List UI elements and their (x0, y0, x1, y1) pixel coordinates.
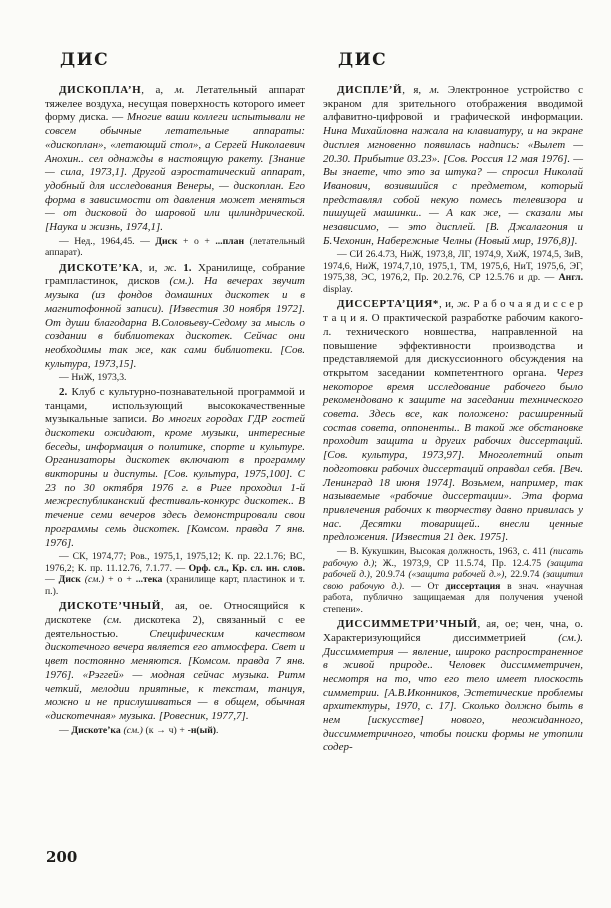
reference-line (323, 249, 583, 295)
entry-text: 2. (59, 385, 68, 398)
quotation-text: Во многих городах ГДР гостей дискотеки ожидают, кроме музыки, интересные беседы, информация о политике, спорте и культуре. Организаторы дискотек включают в программу викторины и диспуты. [Сов. культура, 1975,100]. С 23 по 30 октября 1976 г. в Риге проходил 1-й межреспубликанский фестиваль-конкурс дискотек.. В течение семи вечеров здесь демонстрировали свои программы семь дискотек. [Комсом. правда 7 янв. 1976]. (45, 413, 305, 549)
entry-text: Диск (155, 235, 178, 247)
entry-text: , и, (139, 261, 164, 274)
entry-text: Англ. (558, 272, 583, 284)
entry-text: диссертация (445, 580, 501, 592)
entry-text: — Нед., 1964,45. — (59, 235, 156, 247)
quotation-text: (см.). (169, 275, 195, 288)
entry-text: Диск (58, 574, 81, 586)
entry-paragraph (45, 386, 305, 550)
headword: ДИСПЛЕ’Й (337, 84, 403, 96)
quotation-text: Многие ваши коллеги испытывали не совсем обычные летательные аппараты: «дископлан», «летающий стол», а Сергей Николаевич Анохин.. сел однажды в настоящую ракету. [Знание — сила, 1973,1]. Другой аэростатический аппарат, удобный для исследования Венеры, — дископлан. Его форма в зависимости от давления может меняться — от дисковой до шаровой или цилиндрической. [Наука и жизнь, 1974,1]. (45, 111, 306, 234)
entry-paragraph (323, 84, 583, 248)
page-number: 200 (46, 848, 78, 866)
quotation-text: Специфическим качеством дискотечного вечера является его атмосфера. Свет и цвет постоянно меняются. [Комсом. правда 7 янв. 1976]. «Рэггей» — модная сейчас музыка. Ритм четкий, мелодии приятные, к текстам, танцуя, можно и не прислушиваться — в общем, обычная «дискотечная» музыка. [Ровесник, 1977,7]. (45, 627, 305, 722)
entry-text: , а, (141, 84, 175, 96)
entry-paragraph (45, 262, 305, 372)
entry-text: Хранилище, собрание грампластинок, дисков (45, 261, 305, 288)
reference-line (45, 725, 305, 737)
entry-text: . (216, 724, 219, 736)
quotation-text: Через некоторое время исследование рабочего было рекомендовано к защите на заседании технического совета. Здесь все, как положено: расширенный состав совета, оппоненты.. В такой же обстановке проходит защита и других рабочих диссертаций. [Сов. культура, 1973,97]. Многолетний опыт подготовки рабочих диссертаций оправдал себя. [Веч. Ленинград 18 июня 1974]. Возьмем, например, так называемые «рабочие диссертации». Эта форма привлечения рабочих к творчеству давно привилась у нас. Десятки товарищей.. внесли ценные предложения. [Известия 21 дек. 1975]. (323, 366, 583, 544)
dictionary-entry (323, 618, 583, 755)
quotation-text: (защитил свою рабочую д.) (323, 569, 583, 592)
entry-text (194, 275, 204, 287)
entry-text: Орф. сл., Кр. сл. ин. слов. (188, 562, 305, 574)
entry-text: Дискоте’ка (71, 724, 121, 736)
headword: ДИССЕРТА’ЦИЯ* (337, 298, 439, 311)
entry-text: — В. Кукушкин, Высокая должность, 1963, с. 411 (337, 546, 550, 558)
dictionary-entry (323, 298, 583, 615)
entry-text: дискотека 2), связанный с ее деятельностью. (45, 614, 305, 640)
entry-text: , я, (402, 84, 430, 96)
quotation-text: ж. (457, 298, 471, 311)
headword: ДИСКОТЕ’КА (59, 261, 140, 274)
reference-line (45, 372, 305, 384)
dictionary-entry (45, 84, 305, 259)
right-column (323, 50, 583, 755)
entry-text: 1. (176, 261, 192, 274)
quotation-text: м. (429, 84, 440, 96)
quotation-text: («защита рабочей д.») (408, 569, 505, 581)
quotation-text: (см. (103, 614, 122, 626)
dictionary-entry (323, 84, 583, 295)
quotation-text: ж. (163, 261, 177, 274)
quotation-text: (см.). (558, 631, 583, 644)
entry-text: ; Ж., 1973,9, СР 11.5.74, Пр. 12.4.75 (374, 557, 548, 569)
entry-text: — СИ 26.4.73, НиЖ, 1973,8, ЛГ, 1974,9, ХиЖ, 1974,5, ЗиВ, 1974,6, НиЖ, 1974,7,10, 1975,1, ТМ, 1975,6, НиТ, 1975,6, ЭГ, 1975,38, ЭС, 1976,2, Пр. 20.2.76, СР 12.5.76 и др. — (323, 249, 583, 284)
entry-text: ...план (215, 235, 245, 247)
entry-text: , 22.9.74 (504, 569, 543, 581)
entry-text: + о + (104, 574, 136, 586)
entry-text: + о + (177, 235, 216, 247)
entry-text: в знач. «научная работа, публично защищаемая для получения ученой степени». (323, 580, 583, 615)
quotation-text: На вечерах звучит музыка (из фондов домашних дискотек и в магнитофонной записи). [Известия 30 ноября 1972]. От души благодарна В.Соловьеву-Седому за мысль о создании в библиотеках дискотек. Сейчас они необходимы так же, как сами библиотеки. [Сов. культура, 1973,15]. (45, 275, 305, 370)
left-column-entries (45, 84, 305, 736)
quotation-text: Диссимметрия — явление, широко распространенное в живой природе.. Человек диссимметричен, несмотря на то, что его тело имеет плоскость симметрии. [А.В.Иконников, Эстетические проблемы архитектуры, 1970, с. 17]. Сколько должно быть в нем [искусстве] нового, неожиданного, диссимметричного, чтобы поиски формы не утопили содер- (323, 645, 583, 754)
entry-text: Летательный аппарат тяжелее воздуха, несущая поверхность которого имеет форму диска. — (45, 84, 305, 124)
reference-line (45, 551, 305, 597)
entry-text: , ая, ое; чен, чна, о. Характеризующийся диссимметрией (323, 618, 583, 644)
reference-line (323, 546, 583, 615)
entry-text: display. (323, 283, 353, 295)
quotation-text: Нина Михайловна нажала на клавиатуру, и на экране дисплея мгновенно появилась надпись: «Вылет — 20.30. Прибытие 03.23». [Сов. Россия 12 мая 1976]. — Вы знаете, что это за штука? — спросил Николай Иванович, возившийся с предметом, который представлял собой некую помесь телевизора и пишущей машинки.. — А как же, — сказали мы независимо, — это дисплей. [В. Джалагония и Б.Чехонин, Набережные Челны (Новый мир, 1976,8)]. (323, 125, 583, 247)
reference-line (45, 236, 305, 259)
entry-paragraph (45, 600, 305, 723)
headword: ДИСКОТЕ’ЧНЫЙ (59, 600, 161, 613)
entry-text: — (59, 724, 72, 736)
entry-text: -н(ый) (187, 724, 216, 736)
entry-paragraph (323, 298, 583, 545)
entry-paragraph (323, 618, 583, 755)
entry-text: Р а б о ч а я д и с с е р т а ц и я. О практической разработке рабочим какого-л. технического новшества, направленной на повышение эффективности производства и представляемой для дискуссионного обсуждения на открытом заседании компетентного органа. (323, 298, 583, 379)
dictionary-entry (45, 600, 305, 736)
entry-text: (к → ч) + (142, 724, 188, 736)
headword: ДИСКОПЛА’Н (59, 84, 142, 96)
running-head-right: ДИС (338, 50, 388, 70)
entry-text: . — От (401, 580, 446, 592)
quotation-text: (см.) (84, 574, 105, 586)
quotation-text: (защита рабочей д.) (323, 557, 583, 581)
entry-text: , и, (439, 298, 458, 311)
running-head-left: ДИС (60, 50, 110, 70)
entry-text: ...тека (135, 574, 163, 586)
left-column (45, 50, 305, 755)
entry-text: — НиЖ, 1973,3. (59, 372, 127, 384)
entry-text: , ая, ое. Относящийся к дискотеке (45, 600, 305, 626)
quotation-text: м. (174, 84, 185, 96)
entry-text: — (45, 574, 59, 586)
entry-text: (летательный аппарат). (45, 235, 305, 259)
dictionary-entry (45, 262, 305, 598)
right-column-entries (323, 84, 583, 755)
quotation-text: (см.) (123, 724, 143, 736)
entry-text: , 20.9.74 (369, 569, 409, 581)
entry-text: — СК, 1974,77; Ров., 1975,1, 1975,12; К. пр. 22.1.76; ВС, 1976,2; К. пр. 11.12.76, 7.1.77. — (45, 551, 305, 574)
entry-text: (хранилище карт, пластинок и т. п.). (45, 574, 305, 597)
entry-paragraph (45, 84, 305, 235)
quotation-text: (писать рабочую д.) (323, 546, 583, 569)
entry-text: Электронное устройство с экраном для зрительного отображения вводимой алфавитно-цифровой и графической информации. (323, 84, 583, 124)
entry-text: Клуб с культурно-познавательной программой и танцами, использующий высококачественные музыкальные записи. (45, 385, 305, 426)
headword: ДИССИММЕТРИ’ЧНЫЙ (337, 618, 478, 631)
